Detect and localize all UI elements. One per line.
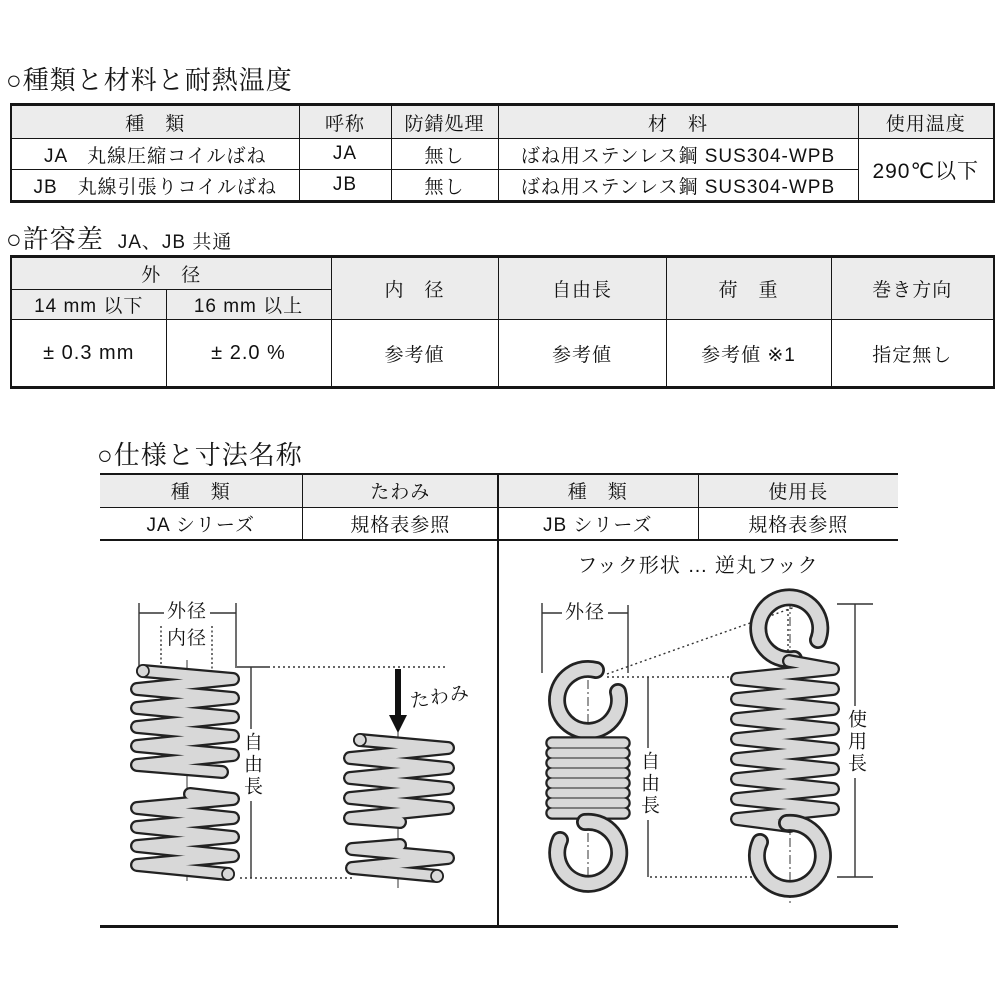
inner-diameter-label: 内径 xyxy=(164,628,210,650)
table-row xyxy=(11,139,994,170)
subheader-over-16mm: 16 mm 以上 xyxy=(166,290,331,320)
cell-tol-over16: ± 2.0 % xyxy=(166,320,331,388)
cell-tol-free: 参考値 xyxy=(498,320,666,388)
col-header-coil-direction: 巻き方向 xyxy=(831,257,994,320)
col-header-inner-dia: 内 径 xyxy=(331,257,498,320)
cell-tol-load: 参考値 ※1 xyxy=(666,320,831,388)
section1-title: ○種類と材料と耐熱温度 xyxy=(6,65,293,95)
spec-jb-use-length-ref: 規格表参照 xyxy=(698,507,898,540)
section2-subtitle: JA、JB 共通 xyxy=(117,232,233,253)
cell-code-ja: JA xyxy=(299,139,391,170)
deflection-label: たわみ xyxy=(408,682,472,713)
tolerance-table xyxy=(10,255,995,389)
table-row xyxy=(11,320,994,388)
materials-table xyxy=(10,103,995,203)
outer-diameter-label-right: 外径 xyxy=(562,602,608,624)
col-header-outer-dia: 外 径 xyxy=(11,257,331,290)
cell-tol-direction: 指定無し xyxy=(831,320,994,388)
section2-title-text: ○許容差 xyxy=(6,224,104,254)
cell-kind-ja: JA 丸線圧縮コイルばね xyxy=(11,139,299,170)
extension-spring-free xyxy=(552,669,624,884)
cell-rustproof-ja: 無し xyxy=(391,139,498,170)
spec-jb-series: JB シリーズ xyxy=(498,507,698,540)
col-header-rustproof: 防錆処理 xyxy=(391,105,498,139)
cell-use-temp: 290℃以下 xyxy=(858,139,994,202)
spec-ja-series: JA シリーズ xyxy=(100,507,302,540)
table-row xyxy=(11,170,994,202)
spec-ja-header-kind: 種 類 xyxy=(100,474,302,507)
col-header-material: 材 料 xyxy=(498,105,858,139)
deflection-arrow xyxy=(389,669,407,733)
cell-tol-inner: 参考値 xyxy=(331,320,498,388)
cell-rustproof-jb: 無し xyxy=(391,170,498,202)
hook-shape-note: フック形状 … 逆丸フック xyxy=(577,555,819,577)
cell-material-jb: ばね用ステンレス鋼 SUS304-WPB xyxy=(498,170,858,202)
section3-title: ○仕様と寸法名称 xyxy=(97,440,303,470)
col-header-code: 呼称 xyxy=(299,105,391,139)
table-row xyxy=(498,507,898,540)
spec-table-ja xyxy=(100,473,498,541)
compression-spring-free xyxy=(137,665,234,880)
cell-material-ja: ばね用ステンレス鋼 SUS304-WPB xyxy=(498,139,858,170)
col-header-temp: 使用温度 xyxy=(858,105,994,139)
col-header-load: 荷 重 xyxy=(666,257,831,320)
cell-code-jb: JB xyxy=(299,170,391,202)
spec-ja-deflection-ref: 規格表参照 xyxy=(302,507,498,540)
subheader-under-14mm: 14 mm 以下 xyxy=(11,290,166,320)
spec-ja-header-deflection: たわみ xyxy=(302,474,498,507)
col-header-kind: 種 類 xyxy=(11,105,299,139)
col-header-free-length: 自由長 xyxy=(498,257,666,320)
free-length-label-left: 自由長 xyxy=(241,729,261,801)
extension-spring-stretched xyxy=(737,597,833,889)
free-length-label-right: 自由長 xyxy=(638,748,658,820)
cell-tol-under14: ± 0.3 mm xyxy=(11,320,166,388)
table-row xyxy=(100,507,498,540)
use-length-label: 使用長 xyxy=(845,706,865,778)
spec-jb-header-use-length: 使用長 xyxy=(698,474,898,507)
spec-table-jb xyxy=(498,473,898,541)
compression-spring-deflected xyxy=(350,734,448,882)
outer-diameter-label-left: 外径 xyxy=(164,601,210,623)
spec-jb-header-kind: 種 類 xyxy=(498,474,698,507)
section2-title xyxy=(6,219,232,256)
cell-kind-jb: JB 丸線引張りコイルばね xyxy=(11,170,299,202)
dimension-lines-right xyxy=(542,600,873,903)
